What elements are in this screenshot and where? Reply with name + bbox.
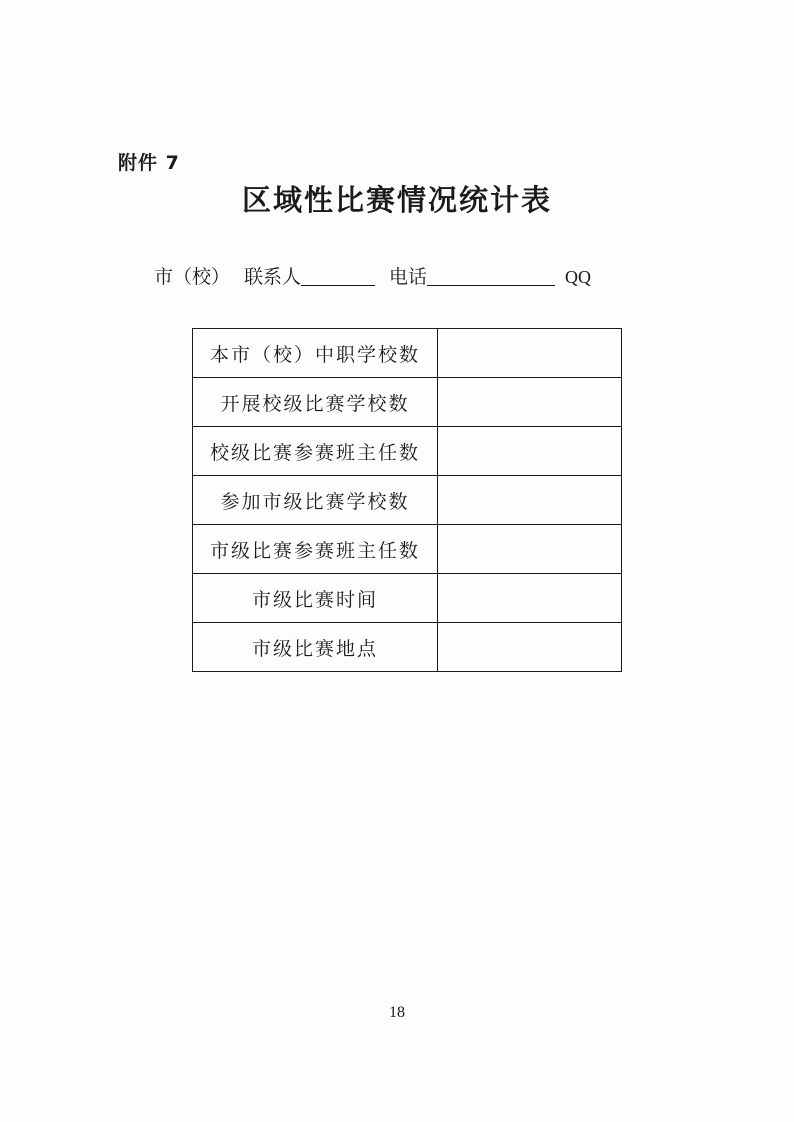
table-row [193, 525, 622, 574]
row-label: 市级比赛参赛班主任数 [193, 525, 438, 574]
document-title: 区域性比赛情况统计表 [241, 183, 552, 217]
qq-label: QQ [565, 267, 592, 287]
row-value [438, 378, 622, 427]
statistics-table [192, 328, 622, 672]
table-row [193, 378, 622, 427]
contact-line [154, 262, 591, 289]
page-number: 18 [389, 1004, 405, 1021]
row-value [438, 476, 622, 525]
phone-blank [427, 265, 555, 286]
row-label: 本市（校）中职学校数 [193, 329, 438, 378]
contact-person-label: 联系人 [244, 266, 302, 288]
phone-label: 电话 [389, 266, 428, 288]
row-value [438, 574, 622, 623]
table-row [193, 574, 622, 623]
row-label: 校级比赛参赛班主任数 [193, 427, 438, 476]
table-row [193, 623, 622, 672]
attachment-label: 附件 7 [118, 152, 180, 174]
row-label: 市级比赛时间 [193, 574, 438, 623]
table-row [193, 476, 622, 525]
row-label: 开展校级比赛学校数 [193, 378, 438, 427]
row-value [438, 623, 622, 672]
row-label: 参加市级比赛学校数 [193, 476, 438, 525]
table-row [193, 427, 622, 476]
contact-person-blank [301, 265, 375, 286]
row-value [438, 427, 622, 476]
row-value [438, 329, 622, 378]
row-label: 市级比赛地点 [193, 623, 438, 672]
row-value [438, 525, 622, 574]
city-school-label: 市（校） [154, 266, 231, 288]
table-row [193, 329, 622, 378]
